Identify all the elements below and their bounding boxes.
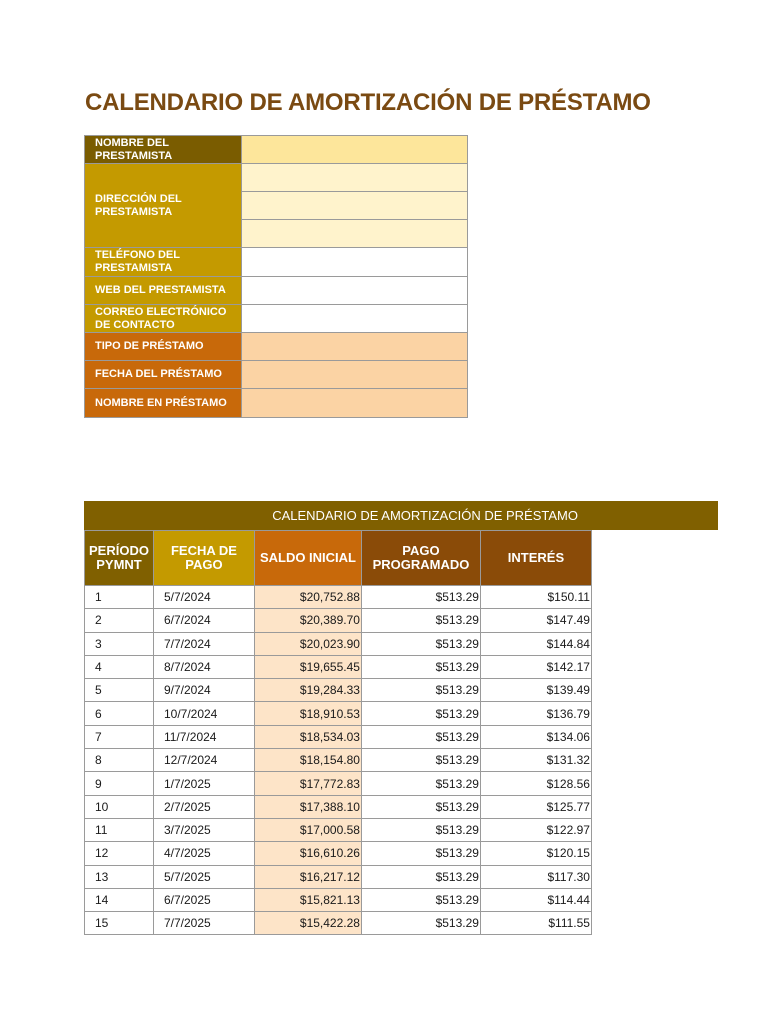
payment-date-cell[interactable]: 7/7/2024	[153, 632, 254, 655]
loan-type-label: TIPO DE PRÉSTAMO	[85, 333, 242, 361]
table-row	[85, 795, 592, 818]
starting-balance-cell[interactable]: $15,821.13	[254, 888, 361, 911]
interest-cell[interactable]: $122.97	[480, 818, 591, 841]
interest-cell[interactable]: $125.77	[480, 795, 591, 818]
document-title: CALENDARIO DE AMORTIZACIÓN DE PRÉSTAMO	[85, 89, 651, 116]
period-cell[interactable]: 2	[85, 609, 154, 632]
period-cell[interactable]: 13	[85, 865, 154, 888]
lender-phone-label: TELÉFONO DEL PRESTAMISTA	[85, 248, 242, 277]
header-starting-balance: SALDO INICIAL	[254, 531, 361, 586]
loan-name-label: NOMBRE EN PRÉSTAMO	[85, 389, 242, 418]
interest-cell[interactable]: $139.49	[480, 679, 591, 702]
payment-date-cell[interactable]: 7/7/2025	[153, 912, 254, 935]
payment-date-cell[interactable]: 6/7/2024	[153, 609, 254, 632]
starting-balance-cell[interactable]: $19,284.33	[254, 679, 361, 702]
payment-date-cell[interactable]: 10/7/2024	[153, 702, 254, 725]
borrower-info-table	[84, 135, 468, 418]
starting-balance-cell[interactable]: $15,422.28	[254, 912, 361, 935]
lender-web-label: WEB DEL PRESTAMISTA	[85, 277, 242, 305]
payment-date-cell[interactable]: 11/7/2024	[153, 725, 254, 748]
loan-date-label: FECHA DEL PRÉSTAMO	[85, 361, 242, 389]
period-cell[interactable]: 6	[85, 702, 154, 725]
starting-balance-cell[interactable]: $17,772.83	[254, 772, 361, 795]
payment-date-cell[interactable]: 6/7/2025	[153, 888, 254, 911]
period-cell[interactable]: 5	[85, 679, 154, 702]
table-row	[85, 586, 592, 609]
schedule-banner	[84, 501, 718, 530]
scheduled-payment-cell[interactable]: $513.29	[361, 655, 480, 678]
period-cell[interactable]: 3	[85, 632, 154, 655]
scheduled-payment-cell[interactable]: $513.29	[361, 772, 480, 795]
starting-balance-cell[interactable]: $19,655.45	[254, 655, 361, 678]
table-row	[85, 818, 592, 841]
period-cell[interactable]: 4	[85, 655, 154, 678]
starting-balance-cell[interactable]: $18,910.53	[254, 702, 361, 725]
scheduled-payment-cell[interactable]: $513.29	[361, 912, 480, 935]
scheduled-payment-cell[interactable]: $513.29	[361, 795, 480, 818]
lender-address-field-1[interactable]	[242, 164, 468, 192]
table-row	[85, 749, 592, 772]
contact-email-field[interactable]	[242, 305, 468, 333]
table-row	[85, 888, 592, 911]
table-row	[85, 865, 592, 888]
contact-email-label: CORREO ELECTRÓNICO DE CONTACTO	[85, 305, 242, 333]
scheduled-payment-cell[interactable]: $513.29	[361, 818, 480, 841]
payment-date-cell[interactable]: 2/7/2025	[153, 795, 254, 818]
header-payment-date: FECHA DE PAGO	[153, 531, 254, 586]
payment-date-cell[interactable]: 12/7/2024	[153, 749, 254, 772]
interest-cell[interactable]: $134.06	[480, 725, 591, 748]
starting-balance-cell[interactable]: $20,389.70	[254, 609, 361, 632]
scheduled-payment-cell[interactable]: $513.29	[361, 749, 480, 772]
header-period: PERÍODO PYMNT	[85, 531, 154, 586]
period-cell[interactable]: 9	[85, 772, 154, 795]
schedule-banner-title: CALENDARIO DE AMORTIZACIÓN DE PRÉSTAMO	[272, 508, 578, 523]
period-cell[interactable]: 11	[85, 818, 154, 841]
scheduled-payment-cell[interactable]: $513.29	[361, 865, 480, 888]
starting-balance-cell[interactable]: $18,154.80	[254, 749, 361, 772]
period-cell[interactable]: 1	[85, 586, 154, 609]
lender-address-field-2[interactable]	[242, 192, 468, 220]
interest-cell[interactable]: $111.55	[480, 912, 591, 935]
payment-date-cell[interactable]: 9/7/2024	[153, 679, 254, 702]
lender-name-field[interactable]	[242, 136, 468, 164]
lender-address-field-3[interactable]	[242, 220, 468, 248]
payment-date-cell[interactable]: 8/7/2024	[153, 655, 254, 678]
table-row	[85, 609, 592, 632]
table-row	[85, 772, 592, 795]
lender-name-label: NOMBRE DEL PRESTAMISTA	[85, 136, 242, 164]
starting-balance-cell[interactable]: $16,610.26	[254, 842, 361, 865]
interest-cell[interactable]: $136.79	[480, 702, 591, 725]
payment-date-cell[interactable]: 3/7/2025	[153, 818, 254, 841]
starting-balance-cell[interactable]: $18,534.03	[254, 725, 361, 748]
loan-type-field[interactable]	[242, 333, 468, 361]
starting-balance-cell[interactable]: $17,388.10	[254, 795, 361, 818]
amortization-schedule-table	[84, 530, 592, 935]
interest-cell[interactable]: $144.84	[480, 632, 591, 655]
loan-name-field[interactable]	[242, 389, 468, 418]
lender-phone-field[interactable]	[242, 248, 468, 277]
table-row	[85, 632, 592, 655]
scheduled-payment-cell[interactable]: $513.29	[361, 609, 480, 632]
scheduled-payment-cell[interactable]: $513.29	[361, 679, 480, 702]
scheduled-payment-cell[interactable]: $513.29	[361, 842, 480, 865]
interest-cell[interactable]: $147.49	[480, 609, 591, 632]
period-cell[interactable]: 8	[85, 749, 154, 772]
interest-cell[interactable]: $117.30	[480, 865, 591, 888]
table-row	[85, 912, 592, 935]
scheduled-payment-cell[interactable]: $513.29	[361, 586, 480, 609]
interest-cell[interactable]: $114.44	[480, 888, 591, 911]
payment-date-cell[interactable]: 4/7/2025	[153, 842, 254, 865]
scheduled-payment-cell[interactable]: $513.29	[361, 702, 480, 725]
starting-balance-cell[interactable]: $20,023.90	[254, 632, 361, 655]
payment-date-cell[interactable]: 5/7/2025	[153, 865, 254, 888]
scheduled-payment-cell[interactable]: $513.29	[361, 632, 480, 655]
table-row	[85, 725, 592, 748]
period-cell[interactable]: 7	[85, 725, 154, 748]
lender-address-label: DIRECCIÓN DEL PRESTAMISTA	[85, 164, 242, 248]
interest-cell[interactable]: $120.15	[480, 842, 591, 865]
table-row	[85, 655, 592, 678]
starting-balance-cell[interactable]: $20,752.88	[254, 586, 361, 609]
payment-date-cell[interactable]: 1/7/2025	[153, 772, 254, 795]
lender-web-field[interactable]	[242, 277, 468, 305]
header-interest: INTERÉS	[480, 531, 591, 586]
period-cell[interactable]: 14	[85, 888, 154, 911]
interest-cell[interactable]: $128.56	[480, 772, 591, 795]
period-cell[interactable]: 12	[85, 842, 154, 865]
table-row	[85, 842, 592, 865]
interest-cell[interactable]: $142.17	[480, 655, 591, 678]
interest-cell[interactable]: $131.32	[480, 749, 591, 772]
header-scheduled-payment: PAGO PROGRAMADO	[361, 531, 480, 586]
starting-balance-cell[interactable]: $16,217.12	[254, 865, 361, 888]
table-row	[85, 702, 592, 725]
period-cell[interactable]: 15	[85, 912, 154, 935]
schedule-body	[85, 586, 592, 935]
payment-date-cell[interactable]: 5/7/2024	[153, 586, 254, 609]
period-cell[interactable]: 10	[85, 795, 154, 818]
starting-balance-cell[interactable]: $17,000.58	[254, 818, 361, 841]
scheduled-payment-cell[interactable]: $513.29	[361, 888, 480, 911]
interest-cell[interactable]: $150.11	[480, 586, 591, 609]
table-row	[85, 679, 592, 702]
loan-date-field[interactable]	[242, 361, 468, 389]
scheduled-payment-cell[interactable]: $513.29	[361, 725, 480, 748]
